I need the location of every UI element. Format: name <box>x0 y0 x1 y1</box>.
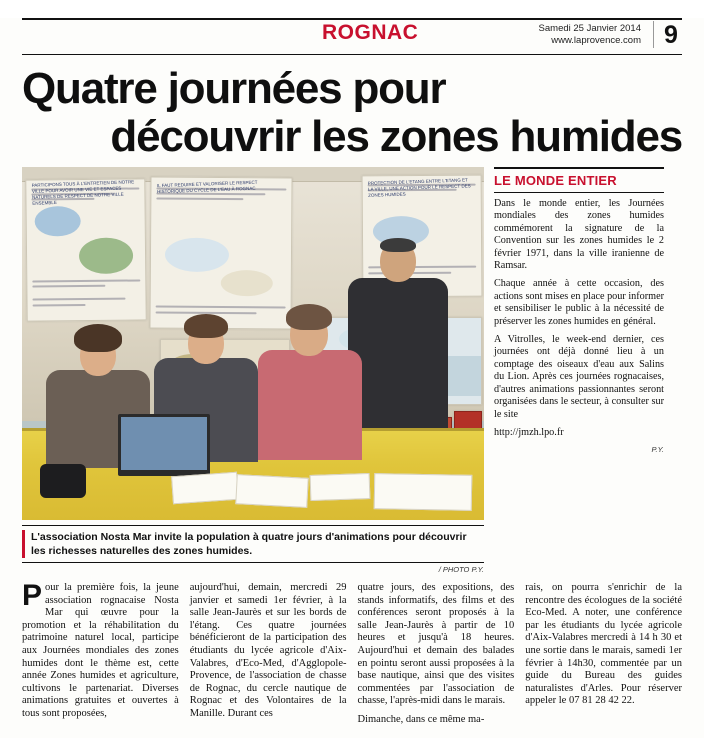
section-name: ROGNAC <box>322 21 419 44</box>
person-2-hair <box>184 314 228 338</box>
sidebar-paragraph-3: A Vitrolles, le week-end dernier, ces journées ont déjà donné lieu à un comptage des oiseaux d'eau aux Salins du Lion. Après ces journées rognacaises, d'autres animations passionnantes seront organisées dans le secteur, à consulter sur le site <box>494 334 664 420</box>
content-area <box>22 167 682 574</box>
document-sheet-2 <box>235 474 308 508</box>
sidebar-box <box>494 167 664 454</box>
poster-note-2: IL FAUT REDUIRE ET VALORISER LE RESPECT HISTORIQUE DU CYCLE DE L'EAU À ROGNAC <box>156 179 258 195</box>
document-sheet-3 <box>310 473 371 501</box>
person-seated-3 <box>258 280 362 460</box>
camera <box>40 464 86 498</box>
masthead <box>22 18 682 52</box>
article-paragraph: our la première fois, la jeune association rognacaise Nosta Mar qui œuvre pour la promotion et la réhabilitation du patrimoine naturel local, participe aux Journées mondiales des zones humides dont le thème est, cette année Zones humides et agriculture, cultivons le partenariat. Diverses animations gratuites et ouvertes à tous sont proposées, <box>22 582 179 719</box>
article-column-3 <box>358 582 515 727</box>
sidebar-rule <box>494 192 664 193</box>
dropcap: P <box>22 579 43 612</box>
page-title <box>22 65 682 161</box>
article-paragraph: quatre jours, des expositions, des stands informatifs, des films et des conférences seront proposés à la salle Jean-Jaurès à partir de 10 heures et jusqu'à 18 heures. Aujourd'hui et demain des balades en pointu seront aussi proposées à la base nautique, ainsi que des visites commentées par l'association de chasse, l'après-midi dans le marais. <box>357 582 515 707</box>
article-column-4 <box>525 582 682 727</box>
article-paragraph: Dimanche, dans ce même ma- <box>357 713 485 725</box>
article-body <box>22 579 682 727</box>
document-sheet-1 <box>171 472 239 505</box>
page-number: 9 <box>653 21 682 48</box>
laptop <box>118 414 210 476</box>
headline-line-2: découvrir les zones humides <box>110 112 682 161</box>
sidebar-link[interactable]: http://jmzh.lpo.fr <box>494 426 564 438</box>
article-column-1 <box>22 579 179 727</box>
article-column-2 <box>190 582 347 727</box>
sidebar-paragraph-2: Chaque année à cette occasion, des actions sont mises en place pour informer et sensibiliser le public à la nécessité de préserver les zones humides en général. <box>494 278 664 327</box>
person-3-body <box>258 350 362 460</box>
person-4-body <box>348 278 448 428</box>
issue-date: Samedi 25 Janvier 2014 <box>538 23 641 34</box>
laptop-screen <box>121 417 207 470</box>
photo-caption-block <box>22 525 484 563</box>
caption-accent-bar <box>22 530 25 558</box>
newspaper-page <box>0 18 704 738</box>
sidebar-column <box>494 167 664 574</box>
sidebar-paragraph-1: Dans le monde entier, les Journées mondiales des zones humides commémorent la signature de la Convention sur les zones humides le 2 février 1971, dans la ville iranienne de Ramsar. <box>494 198 664 272</box>
website-url[interactable]: www.laprovence.com <box>551 35 641 46</box>
person-1-hair <box>74 324 122 352</box>
sidebar-credit: P.Y. <box>651 445 664 455</box>
article-photo <box>22 167 484 520</box>
article-paragraph: rais, on pourra s'enrichir de la rencontre des écologues de la société Eco-Med. A noter, une conférence par les étudiants du lycée agricole d'Aix-Valabres mercredi à 14 h 30 et une sortie dans le marais, samedi 1er février à 14h30, commentée par un guide du Bureau des guides naturalistes d'Arles. Pour réserver appeler le 07 81 28 42 22. <box>525 582 682 707</box>
photo-caption: L'association Nosta Mar invite la population à quatre jours d'animations pour découvrir les richesses naturelles des zones humides. <box>31 531 467 557</box>
person-4-hair <box>380 238 416 252</box>
photo-column <box>22 167 484 574</box>
poster-note-1: PARTICIPONS TOUS À L'ENTRETIEN DE NOTRE VILLE POUR AVOIR UNE VIE ET ESPACES NATURELS DE RESPECT DE NOTRE VILLE ENSEMBLE <box>31 179 135 206</box>
sidebar-title: LE MONDE ENTIER <box>494 173 617 188</box>
issue-info <box>539 21 653 47</box>
poster-note-3: PROTECTION DE L'ETANG ENTRE L'ETANG ET LA VILLE, UNE ACTION POUR LE RESPECT DES ZONES HUMIDES <box>367 177 471 198</box>
document-sheet-4 <box>374 473 473 511</box>
headline-line-1: Quatre journées pour <box>22 64 446 113</box>
person-3-hair <box>286 304 332 330</box>
article-paragraph: aujourd'hui, demain, mercredi 29 janvier et samedi 1er février, à la salle Jean-Jaurès et sur les bords de l'étang. Ces quatre journées bénéficieront de la participation des étudiants du lycée agricole d'Aix-Valabres, d'Eco-Med, d'Agglopole-Provence, de l'association de chasse de Rognac, du cercle nautique de Rognac et des Volontaires de la Manille. Durant ces <box>189 582 347 719</box>
photo-credit: / PHOTO P.Y. <box>438 565 484 574</box>
